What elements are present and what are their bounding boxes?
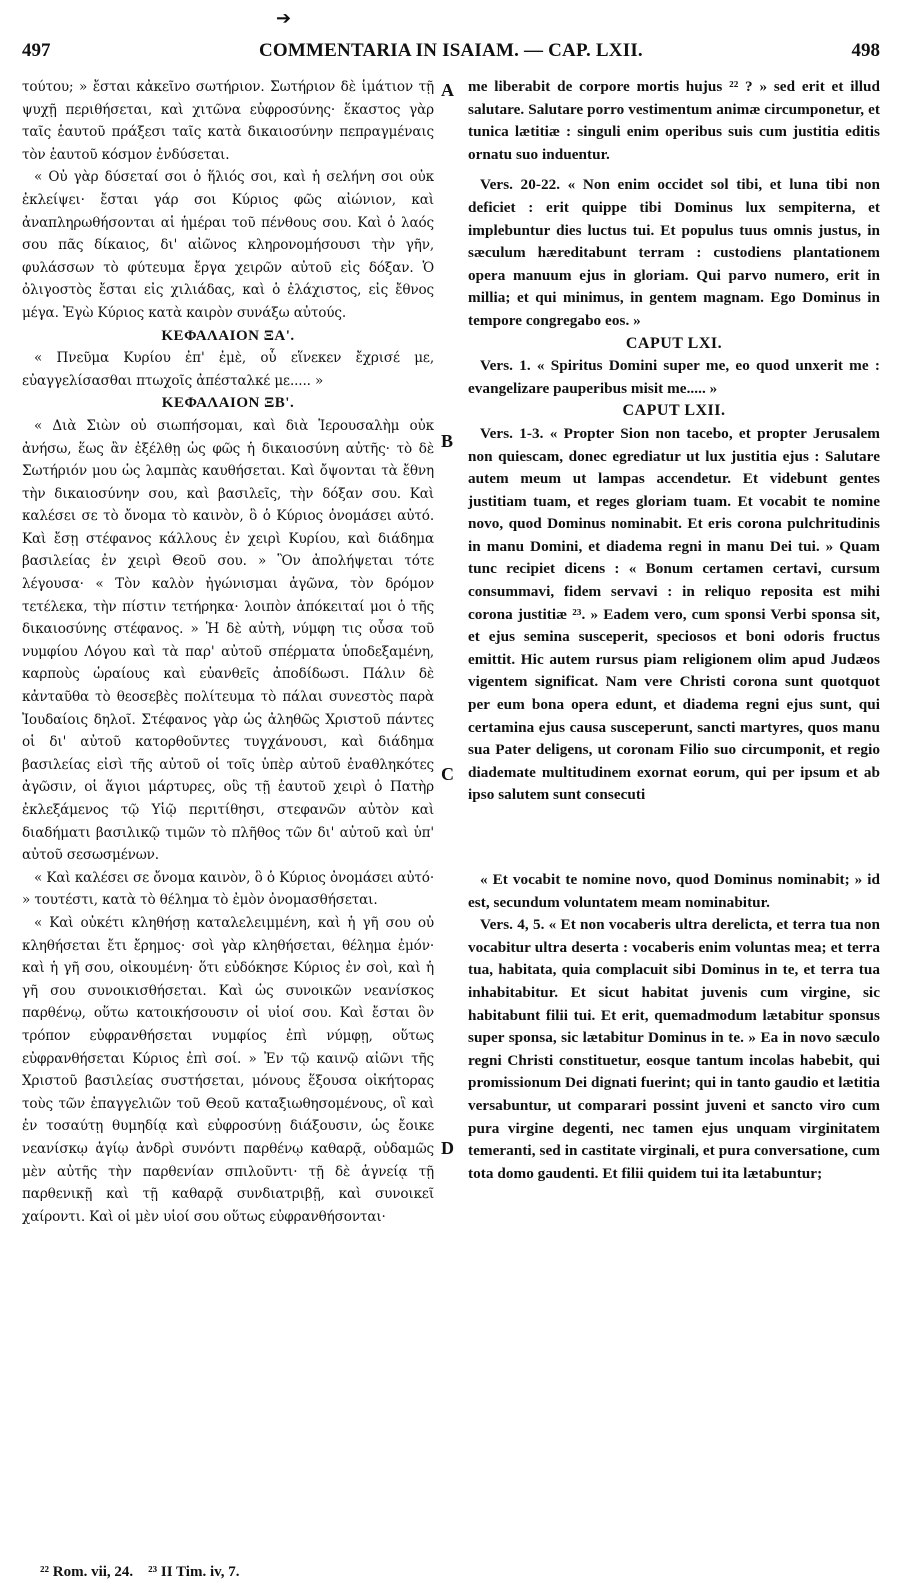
latin-paragraph: Vers. 1. « Spiritus Domini super me, eo quod unxerit me : evangelizare pauperibus misit me..... » bbox=[468, 357, 880, 397]
margin-letter: D bbox=[441, 1138, 454, 1158]
greek-paragraph: τούτου; » ἔσται κἀκεῖνο σωτήριον. Σωτήριον δὲ ἱμάτιον τῇ ψυχῇ περιθήσεται, καὶ χιτῶνα εὐφροσύνης· ἕκαστος γὰρ ταῖς ἑαυτοῦ πράξεσι ταῖς κατὰ δικαιοσύνην πεπραγμέναις τὸν ἑαυτοῦ κόσμον ἐνδύσεται. bbox=[22, 79, 434, 163]
latin-chapter-heading: CAPUT LXII. bbox=[622, 402, 726, 420]
greek-paragraph: « Πνεῦμα Κυρίου ἐπ' ἐμὲ, οὗ εἵνεκεν ἔχρισέ με, εὐαγγελίσασθαι πτωχοῖς ἀπέσταλκέ με..... » bbox=[22, 350, 434, 389]
latin-paragraph: Vers. 4, 5. « Et non vocaberis ultra derelicta, et terra tua non vocabitur ultra deserta : vocaberis enim voluntas mea; et terra tua, habitata, quia complacuit sibi Dominus in te, et terra tua inhabitabitur. Et sicut habitat juvenis cum virgine, sic habitabunt filii tui. Et erit, quemadmodum lætabitur sponsus super sponsa, sic lætabitur Dominus in te. » Ea in novo sæculo regni Christi constituetur, eosque tantum incolas habebit, qui promissionum Dei dignati fuerint; qui in tanto gaudio et lætitia versabuntur, ut comparari possint juveni et sancto viro cum pura virgine degenti, nec tamen ejus unquam virginitatem temeranti, sed in castitate virginali, et pura conversatione, cum tota domo gaudenti. Et filii quidem tui ita lætabuntur; bbox=[468, 916, 880, 1182]
page-number-right: 498 bbox=[851, 40, 880, 61]
latin-paragraph: « Et vocabit te nomine novo, quod Dominus nominabit; » id est, secundum voluntatem meam nominabitur. bbox=[468, 871, 880, 911]
margin-letter: C bbox=[441, 764, 454, 784]
running-title: COMMENTARIA IN ISAIAM. — CAP. LXII. bbox=[259, 40, 643, 61]
greek-column bbox=[22, 76, 434, 1228]
latin-paragraph: Vers. 20-22. « Non enim occidet sol tibi, et luna tibi non deficiet : erit quippe tibi Dominus lux sempiterna, et implebuntur dies luctus tui. Et populus tuus omnis justus, in sæculum hæreditabunt terram : custodiens plantationem opera manuum ejus in gloriam. Qui parvo numero, erit in millia; et qui minimus, in gentem magnam. Ego Dominus in tempore congregabo eos. » bbox=[468, 176, 880, 329]
latin-column bbox=[468, 76, 880, 1185]
greek-chapter-heading: ΚΕΦΑΛΑΙΟΝ ΞΒ'. bbox=[161, 395, 295, 412]
greek-paragraph: « Καὶ οὐκέτι κληθήσῃ καταλελειμμένη, καὶ ἡ γῆ σου οὐ κληθήσεται ἔτι ἔρημος· σοὶ γὰρ κληθήσεται, θέλημα ἐμόν· καὶ ἡ γῆ σου, οἰκουμένη· ὅτι εὐδόκησε Κύριος ἐν σοὶ, καὶ ἡ γῆ σου συνοικισθήσεται. Καὶ ὡς συνοικῶν νεανίσκος παρθένῳ, οὕτω κατοικήσουσιν οἱ υἱοί σου. Καὶ ἔσται ὃν τρόπον εὐφρανθήσεται νυμφίος ἐπὶ νύμφῃ, οὕτως εὐφρανθήσεται Κύριος ἐπὶ σοί. » Ἐν τῷ καινῷ αἰῶνι τῆς Χριστοῦ βασιλείας συστήσεται, μόνους ἕξουσα οἰκήτορας τοὺς τῶν ἐπαγγελιῶν τοῦ Θεοῦ καταξιωθησομένους, οἳ καὶ ἐν τοσαύτῃ θυμηδίᾳ καὶ εὐφροσύνῃ διάξουσιν, ὡς ἔοικε νεανίσκῳ ἁγίῳ ἀνδρὶ συνόντι παρθένῳ καθαρᾷ, οὐδαμῶς μὲν αὐτῆς τὴν παρθενίαν σπιλοῦντι· τῇ δὲ ἁγνείᾳ τῇ παρθενικῇ καὶ τῇ καθαρᾷ συνδιατριβῇ, καὶ συνοικεῖ χαίροντι. Καὶ οἱ μὲν υἱοί σου οὕτως εὐφρανθήσονται· bbox=[22, 914, 434, 1225]
spacer bbox=[468, 166, 880, 174]
page-number-left: 497 bbox=[22, 40, 51, 61]
footnotes: ²² Rom. vii, 24. ²³ II Tim. iv, 7. bbox=[40, 1564, 240, 1580]
arrow-mark-icon: ➔ bbox=[276, 8, 292, 29]
greek-paragraph: « Καὶ καλέσει σε ὄνομα καινὸν, ὃ ὁ Κύριος ὀνομάσει αὐτό· » τουτέστι, κατὰ τὸ θέλημα τὸ ἐμὸν ὀνομασθήσεται. bbox=[22, 869, 434, 909]
latin-paragraph: me liberabit de corpore mortis hujus ²² ? » sed erit et illud salutare. Salutare porro vestimentum animæ circumponetur, et tunica lætitiæ : singuli enim operibus suis cum justitia editis ornatu suo induentur. bbox=[468, 78, 880, 163]
margin-letter: B bbox=[441, 431, 454, 451]
margin-letter: A bbox=[441, 80, 454, 100]
spacer bbox=[468, 807, 880, 869]
greek-paragraph: « Διὰ Σιὼν οὐ σιωπήσομαι, καὶ διὰ Ἱερουσαλὴμ οὐκ ἀνήσω, ἕως ἂν ἐξέλθῃ ὡς φῶς ἡ δικαιοσύνη αὐτῆς· τὸ δὲ Σωτήριόν μου ὡς λαμπὰς καυθήσεται. Καὶ ὄψονται τὰ ἔθνη τὴν δικαιοσύνην σου, καὶ βασιλεῖς, τὴν δόξαν σου. Καὶ καλέσει σε τὸ ὄνομα τὸ καινὸν, ὃ ὁ Κύριος ὀνομάσει αὐτό. Καὶ ἔσῃ στέφανος κάλλους ἐν χειρὶ Κυρίου, καὶ διάδημα βασιλείας ἐν χειρὶ Θεοῦ σου. » Ὃν ἀπολήψεται τότε λέγουσα· « Τὸν καλὸν ἠγώνισμαι ἀγῶνα, τὸν δρόμον τετέλεκα, τὴν πίστιν τετήρηκα· λοιπὸν ἀπόκειταί μοι ὁ τῆς δικαιοσύνης στέφανος. » Ἡ δὲ αὐτὴ, νύμφη τις οὖσα τοῦ νυμφίου Λόγου καὶ τὰ παρ' αὐτοῦ σπέρματα ὑποδεξαμένη, καρποὺς ὡραίους καὶ εὐανθεῖς ἀποδίδωσι. Πάλιν δὲ κἀνταῦθα τὸ θεοσεβὲς πολίτευμα τὸ πάλαι συνεστὸς παρὰ Ἰουδαίοις δηλοῖ. Στέφανος γὰρ ὡς ἀληθῶς Χριστοῦ πάντες οἱ δι' αὐτοῦ κατορθοῦντες τυγχάνουσι, καὶ διάδημα βασιλείας εἰσὶ τῆς αὐτοῦ οἱ τοῖς ὑπὲρ αὐτοῦ ἐναθληκότες ἀγῶσιν, οἱ ἅγιοι μάρτυρες, οὓς τῇ ἑαυτοῦ χειρὶ ὁ Πατὴρ ἐκλεξάμενος τῷ Υἱῷ περιτίθησι, στεφανῶν αὐτὸν καὶ διαδήματι βασιλικῷ τιμῶν τὸ πλῆθος τῶν δι' αὐτοῦ καὶ ὑπ' αὐτοῦ σεσωσμένων. bbox=[22, 417, 434, 864]
running-header bbox=[22, 40, 880, 66]
greek-chapter-heading: ΚΕΦΑΛΑΙΟΝ ΞΑ'. bbox=[161, 327, 295, 344]
greek-paragraph: « Οὐ γὰρ δύσεταί σοι ὁ ἥλιός σοι, καὶ ἡ σελήνη σοι οὐκ ἐκλείψει· ἔσται γάρ σοι Κύριος φῶς αἰώνιον, καὶ ἀναπληρωθήσονται αἱ ἡμέραι τοῦ πένθους σου. Καὶ ὁ λαός σου πᾶς δίκαιος, δι' αἰῶνος κληρονομήσουσι τὴν γῆν, φυλάσσων τὸ φύτευμα ἔργα χειρῶν αὐτοῦ εἰς δόξαν. Ὁ ὀλιγοστὸς ἔσται εἰς χιλιάδας, καὶ ὁ ἐλάχιστος, εἰς ἔθνος μέγα. Ἐγὼ Κύριος κατὰ καιρὸν συνάξω αὐτούς. bbox=[22, 169, 434, 321]
latin-chapter-heading: CAPUT LXI. bbox=[625, 334, 723, 352]
latin-paragraph: Vers. 1-3. « Propter Sion non tacebo, et propter Jerusalem non quiescam, donec egrediatur ut lux justitia ejus : Salutare autem meum ut lampas accendetur. Et videbunt gentes justitiam tuam, et reges gloriam tuam. Et vocabit te nomine novo, quod Dominus nominabit. Et eris corona pulchritudinis in manu Domini, et diadema regni in manu Dei tui. » Quam tunc recipiet dicens : « Bonum certamen certavi, cursum consummavi, fidem servavi : in reliquo reposita est mihi corona justitiæ ²³. » Eadem vero, cum sponsi Verbi sponsa sit, et ejus semina susceperit, speciosos et boni odoris fructus emittit. Hic autem rursus piam religionem olim apud Judæos vigentem significat. Nam vere Christi corona sunt quotquot per eum bona opera edunt, et diadema regni ejus sunt, qui certamina ejus causa susceperunt, sancti martyres, quos manu sua Pater deligens, ut coronam Filio suo circumponit, et regio diademate multitudinem exornat eorum, qui per ipsum et ab ipso salutem sunt consecuti bbox=[468, 424, 880, 804]
